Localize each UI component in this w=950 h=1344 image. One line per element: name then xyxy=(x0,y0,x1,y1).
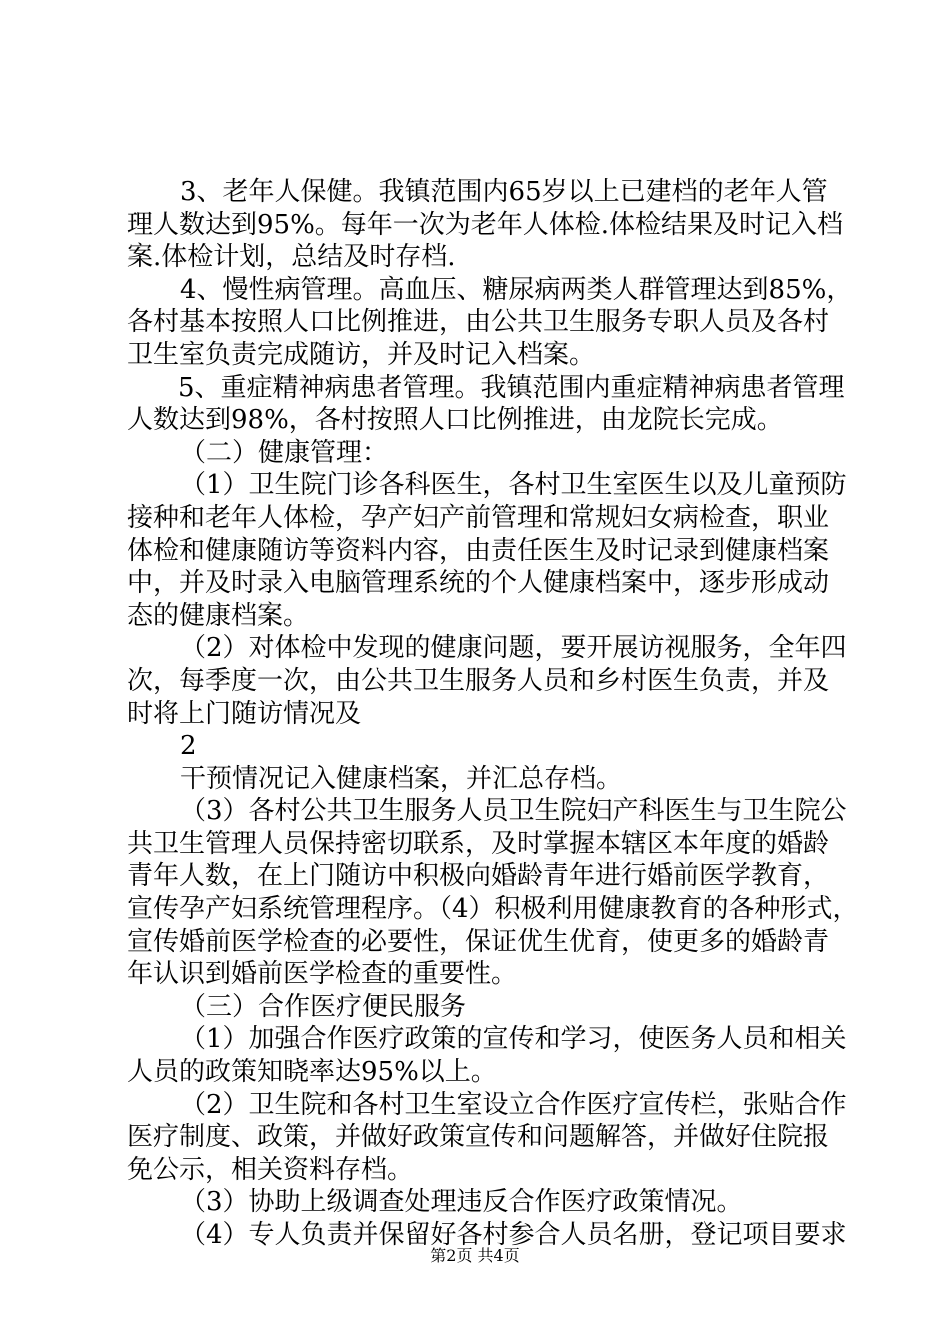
text-line: （1）加强合作医疗政策的宣传和学习，使医务人员和相关 xyxy=(180,1024,847,1055)
text-line: 体检和健康随访等资料内容，由责任医生及时记录到健康档案 xyxy=(127,535,830,566)
text-line: 年认识到婚前医学检查的重要性。 xyxy=(127,959,518,990)
text-line: 免公示，相关资料存档。 xyxy=(127,1154,414,1185)
text-line: 各村基本按照人口比例推进，由公共卫生服务专职人员及各村 xyxy=(127,307,830,338)
text-line: （3）各村公共卫生服务人员卫生院妇产科医生与卫生院公 xyxy=(180,796,847,827)
text-line: （三）合作医疗便民服务 xyxy=(180,991,467,1022)
text-line: 3、老年人保健。我镇范围内65岁以上已建档的老年人管 xyxy=(180,177,828,207)
text-line: （2）卫生院和各村卫生室设立合作医疗宣传栏，张贴合作 xyxy=(180,1089,847,1120)
text-line: 人数达到98%，各村按照人口比例推进，由龙院长完成。 xyxy=(127,405,783,436)
page-footer: 第2页 共4页 xyxy=(430,1246,520,1265)
text-line: 次，每季度一次，由公共卫生服务人员和乡村医生负责，并及 xyxy=(127,665,830,696)
text-line: 接种和老年人体检，孕产妇产前管理和常规妇女病检查，职业 xyxy=(127,502,830,533)
text-line: （1）卫生院门诊各科医生，各村卫生室医生以及儿童预防 xyxy=(180,470,847,501)
text-line: 2 xyxy=(180,731,197,762)
text-line: （4）专人负责并保留好各村参合人员名册，登记项目要求 xyxy=(180,1220,847,1250)
text-line: 态的健康档案。 xyxy=(127,600,310,631)
text-line: 干预情况记入健康档案，并汇总存档。 xyxy=(180,763,623,794)
text-line: 共卫生管理人员保持密切联系，及时掌握本辖区本年度的婚龄 xyxy=(127,828,830,859)
text-line: 宣传孕产妇系统管理程序。（4）积极利用健康教育的各种形式， xyxy=(127,894,859,925)
text-line: 中，并及时录入电脑管理系统的个人健康档案中，逐步形成动 xyxy=(127,568,830,599)
text-line: 卫生室负责完成随访，并及时记入档案。 xyxy=(127,339,596,370)
text-line: （2）对体检中发现的健康问题，要开展访视服务，全年四 xyxy=(180,633,847,664)
text-line: 青年人数，在上门随访中积极向婚龄青年进行婚前医学教育， xyxy=(127,861,830,892)
body-text xyxy=(0,176,950,1252)
text-line: 4、慢性病管理。高血压、糖尿病两类人群管理达到85%， xyxy=(180,274,853,305)
text-line: （3）协助上级调查处理违反合作医疗政策情况。 xyxy=(180,1187,743,1218)
text-line: 宣传婚前医学检查的必要性，保证优生优育，使更多的婚龄青 xyxy=(127,926,830,957)
text-line: （二）健康管理： xyxy=(180,437,389,468)
text-line: 5、重症精神病患者管理。我镇范围内重症精神病患者管理 xyxy=(178,372,845,403)
text-line: 案.体检计划，总结及时存档. xyxy=(127,242,456,273)
text-line: 理人数达到95%。每年一次为老年人体检.体检结果及时记入档 xyxy=(127,209,844,240)
text-line: 人员的政策知晓率达95%以上。 xyxy=(127,1057,497,1088)
text-line: 时将上门随访情况及 xyxy=(127,698,362,729)
text-line: 医疗制度、政策，并做好政策宣传和问题解答，并做好住院报 xyxy=(127,1122,830,1153)
